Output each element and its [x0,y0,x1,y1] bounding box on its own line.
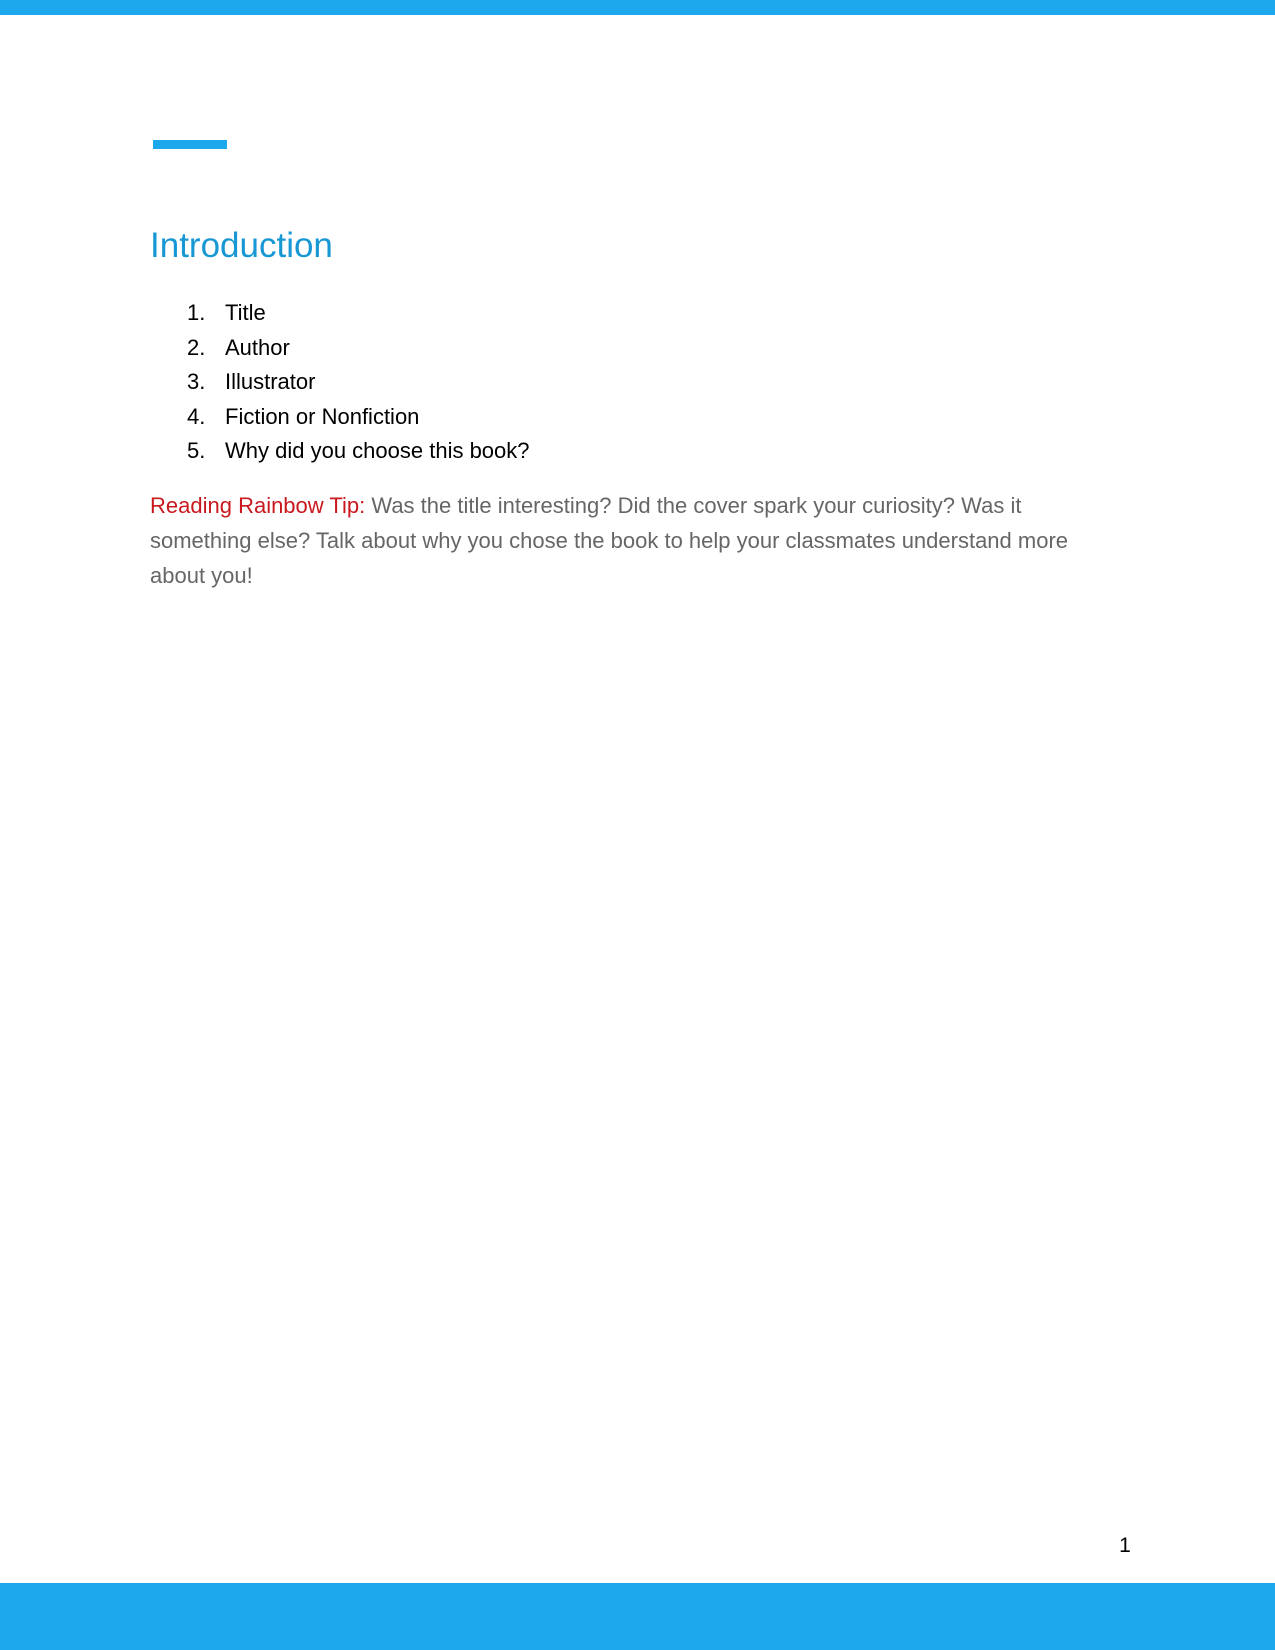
reading-tip [150,488,1110,593]
list-item [150,296,1110,331]
list-item-label: Fiction or Nonfiction [225,403,420,429]
list-item-number: 4. [187,403,206,429]
page-number: 1 [1119,1534,1131,1557]
accent-rule [153,140,227,149]
tip-text: Was the title interesting? Did the cover spark your curiosity? Was it something else? Talk about why you chose the book to help your classmates understand more about you! [150,493,1069,588]
list-item [150,434,1110,469]
list-item-number: 1. [187,300,206,325]
list-item-label: Illustrator [225,369,316,394]
list-item [150,400,1110,435]
list-item-number: 3. [187,369,206,394]
outline-list [150,296,1110,469]
top-accent-bar [0,0,1275,15]
section-heading: Introduction [150,226,333,265]
list-item-label: Author [225,334,290,360]
bottom-accent-bar [0,1583,1275,1650]
list-item-number: 2. [187,334,206,360]
tip-label: Reading Rainbow Tip: [150,493,366,518]
list-item-label: Why did you choose this book? [225,438,530,463]
list-item-number: 5. [187,438,206,463]
list-item [150,331,1110,366]
list-item-label: Title [225,300,266,325]
list-item [150,365,1110,400]
